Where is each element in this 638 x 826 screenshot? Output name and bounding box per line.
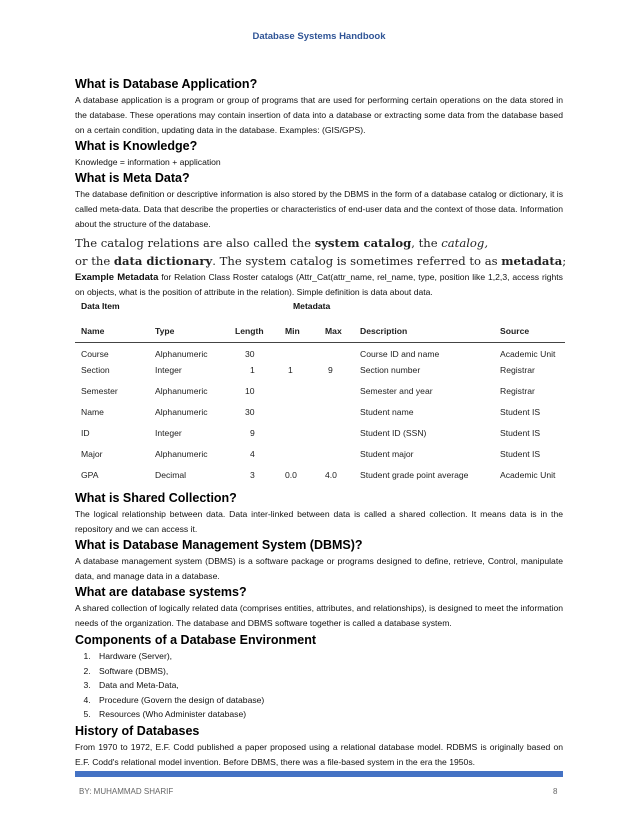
table-cell: Alphanumeric bbox=[155, 407, 208, 417]
table-cell: 1 bbox=[250, 365, 255, 375]
paragraph-db-application: A database application is a program or group of programs that are used for performing certain operations on the data stored in the database. These operations may contain insertion of data into a database or extracting some data from the database based on a certain condition, updating data in the database. Examples: (GIS/GPS). bbox=[75, 95, 563, 135]
paragraph-meta-data: The database definition or descriptive information is also stored by the DBMS in the form of a database catalog or dictionary, it is called meta-data. Data that describe the properties or characteristics of end-user data and the context of those data. Information about the structure of the database. bbox=[75, 189, 563, 229]
list-item: 1. Hardware (Server), bbox=[93, 649, 563, 664]
table-cell: Alphanumeric bbox=[155, 449, 208, 459]
table-cell: Semester and year bbox=[360, 386, 433, 396]
table-cell: Alphanumeric bbox=[155, 386, 208, 396]
data-item-label: Data Item bbox=[81, 301, 120, 311]
example-metadata-label: Example Metadata bbox=[75, 272, 159, 283]
paragraph-history: From 1970 to 1972, E.F. Codd published a paper proposed using a relational database model. RDBMS is originally based on E.F. Codd's relational model invention. Before DBMS, there was a file-based system in the era the 1950s. bbox=[75, 741, 563, 767]
table-cell: Academic Unit bbox=[500, 349, 556, 359]
table-cell: 10 bbox=[245, 386, 255, 396]
heading-dbms: What is Database Management System (DBMS)? bbox=[75, 538, 363, 552]
table-cell: Student IS bbox=[500, 407, 541, 417]
footer-page-number: 8 bbox=[553, 787, 558, 796]
table-cell: Alphanumeric bbox=[155, 349, 208, 359]
table-cell: Registrar bbox=[500, 365, 535, 375]
table-cell: Course bbox=[81, 349, 109, 359]
table-cell: 4.0 bbox=[325, 470, 337, 480]
paragraph-shared-collection: The logical relationship between data. Data inter-linked between data is called a shared collection. It means data is in the repository and we can access it. bbox=[75, 509, 563, 534]
table-cell: Student grade point average bbox=[360, 470, 469, 480]
column-header-description: Description bbox=[360, 326, 408, 336]
table-cell: Integer bbox=[155, 365, 182, 375]
table-cell: Section bbox=[81, 365, 110, 375]
list-item: 2. Software (DBMS), bbox=[93, 664, 563, 679]
heading-meta-data: What is Meta Data? bbox=[75, 171, 190, 185]
table-cell: Course ID and name bbox=[360, 349, 440, 359]
column-header-min: Min bbox=[285, 326, 300, 336]
heading-database-systems: What are database systems? bbox=[75, 585, 247, 599]
metadata-label: Metadata bbox=[293, 301, 331, 311]
page-header-title: Database Systems Handbook bbox=[252, 31, 386, 42]
table-cell: Integer bbox=[155, 428, 182, 438]
column-header-name: Name bbox=[81, 326, 105, 336]
table-cell: Decimal bbox=[155, 470, 187, 480]
table-cell: Semester bbox=[81, 386, 118, 396]
table-cell: Student major bbox=[360, 449, 414, 459]
catalog-sentence-line1: The catalog relations are also called the system catalog, the catalog, bbox=[75, 236, 489, 250]
paragraph-dbms: A database management system (DBMS) is a software package or programs designed to define, retrieve, Control, manipulate data, and manage data in a database. bbox=[75, 556, 563, 581]
list-item: 3. Data and Meta-Data, bbox=[93, 678, 563, 693]
example-metadata-paragraph: Example Metadata for Relation Class Roster catalogs (Attr_Cat(attr_name, rel_name, type, position like 1,2,3, access rights on objects, what is the position of attribute in the relation). Simple definition is data about data. bbox=[75, 272, 563, 297]
table-cell: Student ID (SSN) bbox=[360, 428, 427, 438]
table-cell: Registrar bbox=[500, 386, 535, 396]
table-cell: 30 bbox=[245, 407, 255, 417]
table-cell: Student IS bbox=[500, 449, 541, 459]
column-header-max: Max bbox=[325, 326, 342, 336]
column-header-length: Length bbox=[235, 326, 264, 336]
table-cell: Major bbox=[81, 449, 103, 459]
metadata-table-body bbox=[75, 343, 565, 488]
table-cell: 9 bbox=[328, 365, 333, 375]
column-header-type: Type bbox=[155, 326, 175, 336]
table-cell: Academic Unit bbox=[500, 470, 556, 480]
page-content bbox=[75, 76, 567, 770]
table-cell: 0.0 bbox=[285, 470, 297, 480]
table-cell: 1 bbox=[288, 365, 293, 375]
table-cell: 9 bbox=[250, 428, 255, 438]
heading-shared-collection: What is Shared Collection? bbox=[75, 491, 237, 505]
heading-db-application: What is Database Application? bbox=[75, 77, 258, 91]
components-list bbox=[75, 649, 563, 722]
heading-knowledge: What is Knowledge? bbox=[75, 139, 198, 153]
list-item: 5. Resources (Who Administer database) bbox=[93, 707, 563, 722]
catalog-sentence-line2: or the data dictionary. The system catalog is sometimes referred to as metadata; bbox=[75, 254, 567, 268]
table-cell: Name bbox=[81, 407, 104, 417]
table-cell: 4 bbox=[250, 449, 255, 459]
table-cell: Student IS bbox=[500, 428, 541, 438]
table-cell: GPA bbox=[81, 470, 99, 480]
footer-divider-bar bbox=[75, 771, 563, 777]
table-cell: 3 bbox=[250, 470, 255, 480]
metadata-table-caption bbox=[75, 300, 563, 314]
table-cell: ID bbox=[81, 428, 90, 438]
column-header-source: Source bbox=[500, 326, 530, 336]
footer-author: BY: MUHAMMAD SHARIF bbox=[79, 787, 174, 796]
metadata-table bbox=[75, 320, 565, 488]
table-cell: Section number bbox=[360, 365, 421, 375]
heading-history: History of Databases bbox=[75, 723, 200, 738]
heading-components: Components of a Database Environment bbox=[75, 633, 317, 647]
list-item: 4. Procedure (Govern the design of database) bbox=[93, 693, 563, 708]
paragraph-knowledge: Knowledge = information + application bbox=[75, 157, 221, 167]
paragraph-database-systems: A shared collection of logically related data (comprises entities, attributes, and relationships), is designed to meet the information needs of the organization. The database and DBMS software together is called a database system. bbox=[75, 603, 563, 628]
table-cell: 30 bbox=[245, 349, 255, 359]
table-cell: Student name bbox=[360, 407, 414, 417]
metadata-table-header bbox=[75, 320, 565, 343]
